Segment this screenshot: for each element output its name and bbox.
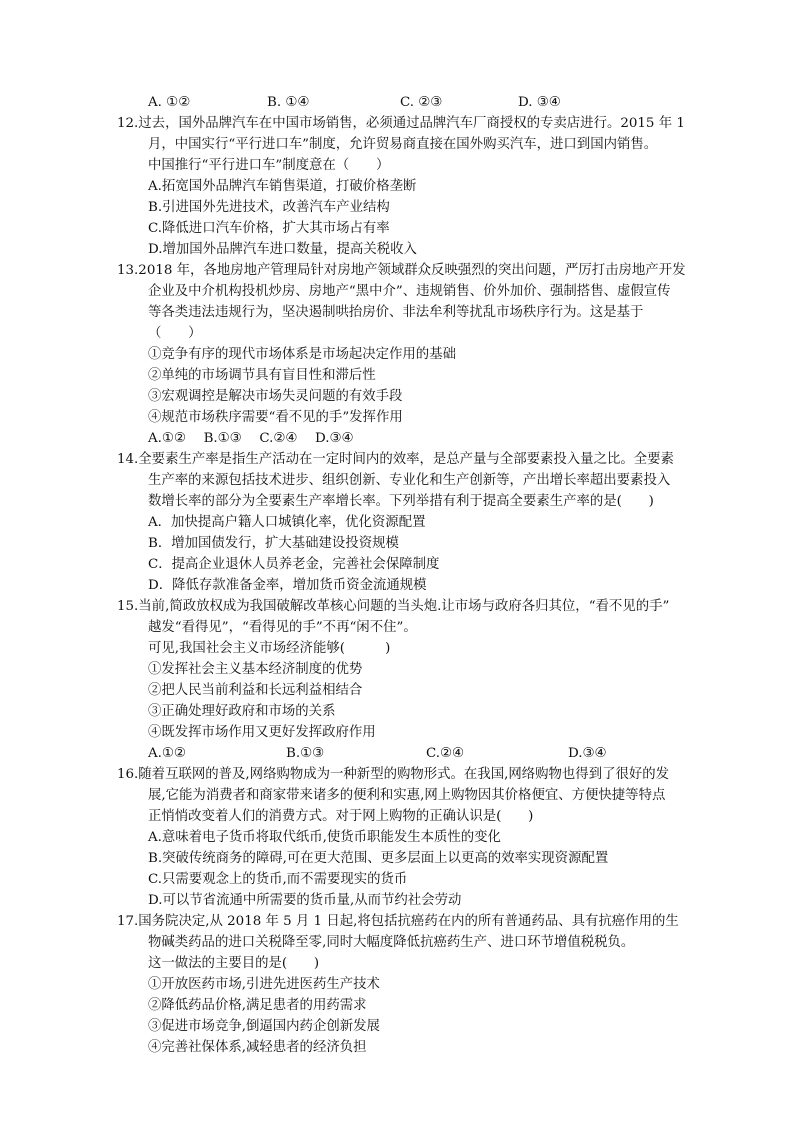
q16-option: C.只需要观念上的货币,而不需要现实的货币	[148, 872, 408, 887]
q15-option-a: A.①②	[148, 746, 186, 761]
q11-option-b: B. ①④	[267, 95, 310, 110]
q17-item: ①开放医药市场,引进先进医药生产技术	[148, 977, 380, 992]
q13-stem-line: 企业及中介机构投机炒房、房地产“黑中介”、违规销售、价外加价、强制搭售、虚假宣传	[148, 284, 671, 299]
q15-option-d: D.③④	[568, 746, 607, 761]
q11-option-d: D. ③④	[518, 95, 561, 110]
q12-option: B.引进国外先进技术，改善汽车产业结构	[148, 200, 390, 215]
q16-stem-line: 正悄悄改变着人们的消费方式。对于网上购物的正确认识是( )	[148, 809, 534, 824]
q11-option-a: A. ①②	[148, 95, 191, 110]
q12-option: D.增加国外品牌汽车进口数量，提高关税收入	[148, 242, 417, 257]
q13-item: ③宏观调控是解决市场失灵问题的有效手段	[148, 389, 403, 404]
q13-item: ②单纯的市场调节具有盲目性和滞后性	[148, 368, 376, 383]
q13-stem-line: 等各类违法违规行为，坚决遏制哄抬房价、非法牟利等扰乱市场秩序行为。这是基于	[148, 305, 644, 320]
q13-item: ①竞争有序的现代市场体系是市场起决定作用的基础	[148, 347, 456, 362]
q16-stem-line: 16.随着互联网的普及,网络购物成为一种新型的购物形式。在我国,网络购物也得到了很好的发	[117, 767, 670, 782]
q12-stem-line: 12.过去，国外品牌汽车在中国市场销售，必须通过品牌汽车厂商授权的专卖店进行。2015 年 1	[117, 116, 685, 131]
q13-options: A.①② B.①③ C.②④ D.③④	[148, 431, 354, 446]
q14-option: B．增加国债发行，扩大基础建设投资规模	[148, 536, 399, 551]
q17-item: ③促进市场竞争,倒逼国内药企创新发展	[148, 1019, 380, 1034]
q15-option-c: C.②④	[426, 746, 465, 761]
q15-option-b: B.①③	[286, 746, 325, 761]
q15-item: ④既发挥市场作用又更好发挥政府作用	[148, 725, 376, 740]
q17-stem-line: 物碱类药品的进口关税降至零,同时大幅度降低抗癌药生产、进口环节增值税税负。	[148, 935, 635, 950]
q13-item: ④规范市场秩序需要“看不见的手”发挥作用	[148, 410, 403, 425]
q15-item: ③正确处理好政府和市场的关系	[148, 704, 336, 719]
q16-option: B.突破传统商务的障碍,可在更大范围、更多层面上以更高的效率实现资源配置	[148, 851, 609, 866]
q12-option: C.降低进口汽车价格，扩大其市场占有率	[148, 221, 390, 236]
q12-stem-line: 中国推行“平行进口车”制度意在（ ）	[148, 158, 390, 173]
q15-stem-line: 15.当前,简政放权成为我国破解改革核心问题的当头炮.让市场与政府各归其位，“看不见的手”	[117, 599, 670, 614]
q13-stem-line: （ ）	[148, 326, 202, 341]
q16-option: D.可以节省流通中所需要的货币量,从而节约社会劳动	[148, 893, 462, 908]
q17-stem-line: 这一做法的主要目的是( )	[148, 956, 320, 971]
q14-option: D．降低存款准备金率，增加货币资金流通规模	[148, 578, 427, 593]
q15-item: ①发挥社会主义基本经济制度的优势	[148, 662, 363, 677]
q15-item: ②把人民当前利益和长远利益相结合	[148, 683, 363, 698]
q13-stem-line: 13.2018 年，各地房地产管理局针对房地产领域群众反映强烈的突出问题，严厉打击房地产开发	[117, 263, 686, 278]
q15-stem-line: 可见,我国社会主义市场经济能够( )	[148, 641, 391, 656]
q14-option: C．提高企业退休人员养老金，完善社会保障制度	[148, 557, 440, 572]
q12-stem-line: 月，中国实行“平行进口车”制度，允许贸易商直接在国外购买汽车，进口到国内销售。	[148, 137, 658, 152]
q14-stem-line: 数增长率的部分为全要素生产率增长率。下列举措有利于提高全要素生产率的是( )	[148, 494, 654, 509]
q14-option: A．加快提高户籍人口城镇化率，优化资源配置	[148, 515, 426, 530]
q17-item: ②降低药品价格,满足患者的用药需求	[148, 998, 367, 1013]
q15-stem-line: 越发“看得见”，“看得见的手”不再“闲不住”。	[148, 620, 417, 635]
q12-option: A.拓宽国外品牌汽车销售渠道，打破价格垄断	[148, 179, 417, 194]
q14-stem-line: 生产率的来源包括技术进步、组织创新、专业化和生产创新等，产出增长率超出要素投入	[148, 473, 671, 488]
q11-option-c: C. ②③	[400, 95, 443, 110]
q14-stem-line: 14.全要素生产率是指生产活动在一定时间内的效率，是总产量与全部要素投入量之比。全要素	[117, 452, 674, 467]
q16-option: A.意味着电子货币将取代纸币,使货币职能发生本质性的变化	[148, 830, 501, 845]
q16-stem-line: 展,它能为消费者和商家带来诸多的便利和实惠,网上购物因其价格便宜、方便快捷等特点	[148, 788, 666, 803]
q17-stem-line: 17.国务院决定,从 2018 年 5 月 1 日起,将包括抗癌药在内的所有普通药品、具有抗癌作用的生	[117, 914, 679, 929]
q17-item: ④完善社保体系,减轻患者的经济负担	[148, 1040, 367, 1055]
